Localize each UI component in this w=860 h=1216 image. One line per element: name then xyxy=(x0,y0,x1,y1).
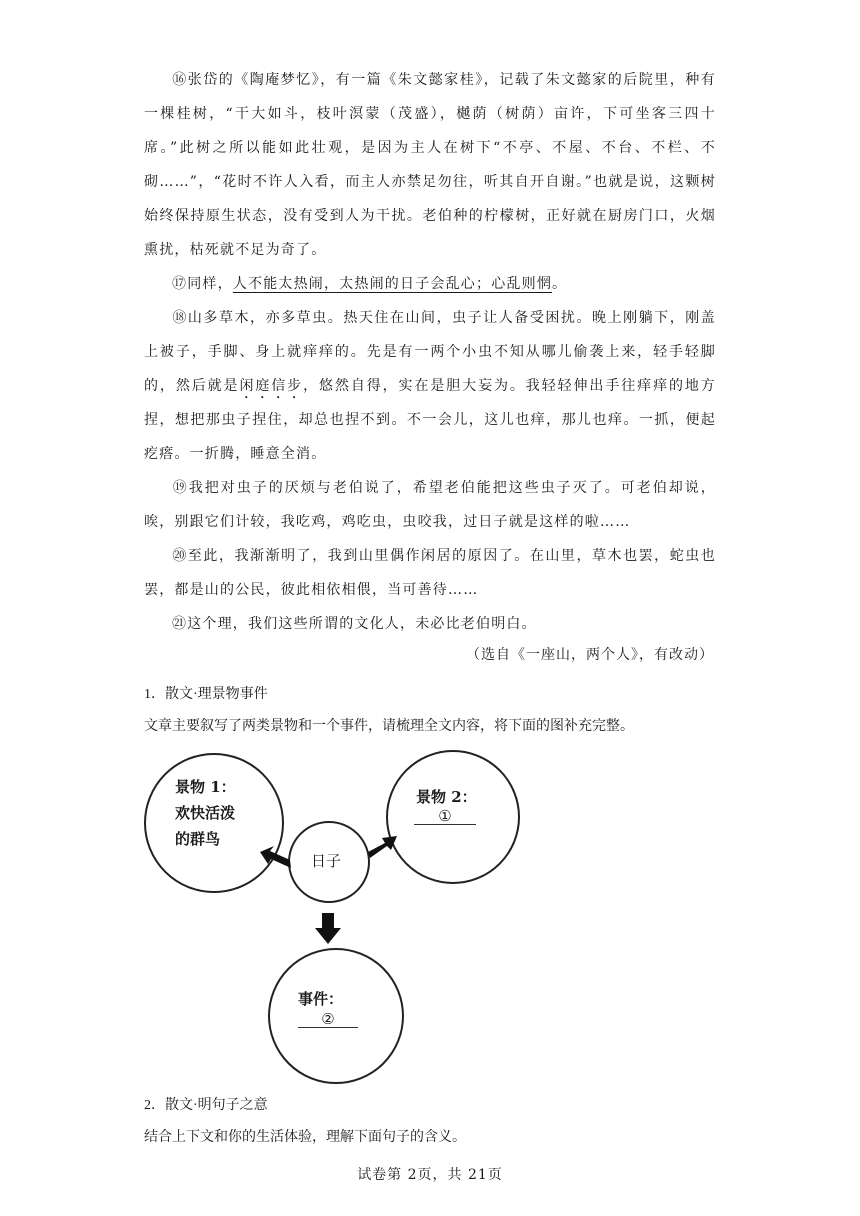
question-1-prompt: 文章主要叙写了两类景物和一个事件，请梳理全文内容，将下面的图补充完整。 xyxy=(144,719,634,734)
dotted-phrase: 闲庭信步 xyxy=(239,378,304,394)
paragraph-17-prefix: ⑰同样， xyxy=(172,276,233,292)
paragraph-19-text: ⑲我把对虫子的厌烦与老伯说了，希望老伯能把这些虫子灭了。可老伯却说，唉，别跟它们计较，我吃鸡，鸡吃虫，虫咬我，过日子就是这样的啦…… xyxy=(144,480,716,530)
paragraph-18-text-b: ，悠然自得，实在是胆大妄为。我轻轻伸出手往痒痒的地方捏，想把那虫子捏住，却总也捏不到。不一会儿，这儿也痒，那儿也痒。一抓，便起疙瘩。一折腾，睡意全消。 xyxy=(144,378,716,462)
paragraph-21-text: ㉑这个理，我们这些所谓的文化人，未必比老伯明白。 xyxy=(172,616,537,632)
arrow-down-icon xyxy=(315,913,341,944)
scene1-line2: 的群鸟 xyxy=(175,830,221,848)
blank-2[interactable]: ② xyxy=(298,1011,358,1028)
arrow-right-icon xyxy=(368,836,397,858)
scene2-label: 景物 2： xyxy=(416,788,477,806)
scene1-line1: 欢快活泼 xyxy=(175,804,236,822)
paragraph-20-text: ⑳至此，我渐渐明了，我到山里偶作闲居的原因了。在山里，草木也罢，蛇虫也罢，都是山的公民，彼此相依相偎，当可善待…… xyxy=(144,548,716,598)
underlined-sentence: 人不能太热闹，太热闹的日子会乱心；心乱则惘 xyxy=(232,276,553,292)
arrow-left-icon xyxy=(260,846,291,868)
center-label: 日子 xyxy=(311,852,342,870)
question-1-title: 1．散文·理景物事件 xyxy=(144,687,268,702)
paragraph-16-text: ⑯张岱的《陶庵梦忆》，有一篇《朱文懿家桂》，记载了朱文懿家的后院里，种有一棵桂树，“干大如斗，枝叶溟蒙（茂盛），樾荫（树荫）亩许，下可坐客三四十席。”此树之所以能如此壮观，是因为主人在树下“不亭、不屋、不台、不栏、不砌……”，“花时不许人入看，而主人亦禁足勿往，听其自开自谢。”也就是说，这颗树始终保持原生状态，没有受到人为干扰。老伯种的柠檬树，正好就在厨房门口，火烟熏扰，枯死就不足为奇了。 xyxy=(144,72,716,258)
paragraph-18-text-a: ⑱山多草木，亦多草虫。热天住在山间，虫子让人备受困扰。晚上刚躺下，刚盖上被子，手脚、身上就痒痒的。先是有一两个小虫不知从哪儿偷袭上来，轻手轻脚的，然后就是 xyxy=(144,310,716,394)
page-footer: 试卷第 2页，共 21页 xyxy=(357,1167,503,1183)
paragraph-17-suffix: 。 xyxy=(552,276,568,292)
question-2-title: 2．散文·明句子之意 xyxy=(144,1098,268,1113)
question-2-prompt: 结合上下文和你的生活体验，理解下面句子的含义。 xyxy=(144,1130,466,1145)
blank-1[interactable]: ① xyxy=(414,808,476,825)
source-citation: （选自《一座山，两个人》，有改动） xyxy=(466,647,714,663)
event-label: 事件： xyxy=(298,990,344,1008)
scene1-label: 景物 1： xyxy=(175,778,236,796)
